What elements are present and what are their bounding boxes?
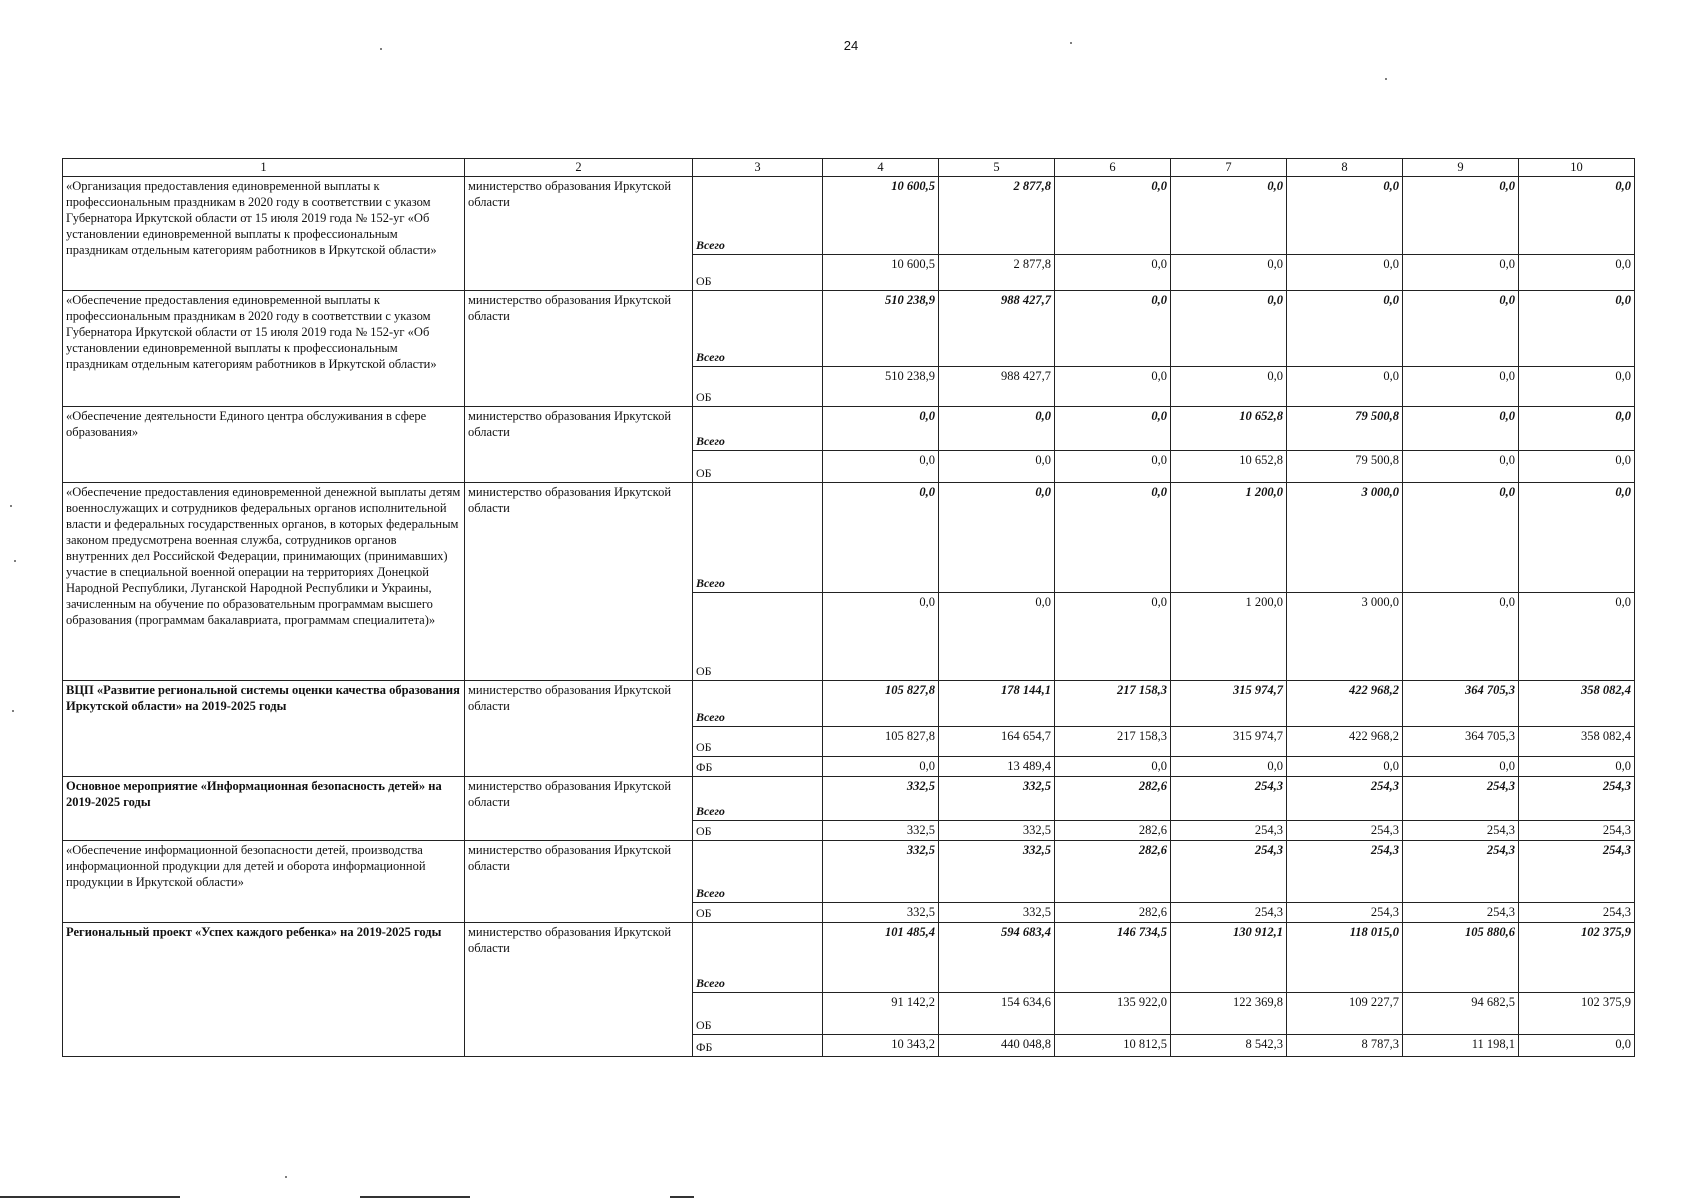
amount-cell: 154 634,6 (939, 993, 1055, 1035)
amount-cell: 315 974,7 (1171, 727, 1287, 757)
amount-cell: 0,0 (1519, 451, 1635, 483)
amount-cell: 332,5 (823, 841, 939, 903)
funding-source: Всего (693, 407, 823, 451)
amount-cell: 0,0 (1519, 367, 1635, 407)
executor-cell: министерство образования Иркутской области (465, 681, 693, 777)
amount-cell: 254,3 (1171, 903, 1287, 923)
scan-speck (14, 560, 16, 562)
amount-cell: 254,3 (1519, 777, 1635, 821)
amount-cell: 254,3 (1403, 903, 1519, 923)
amount-cell: 102 375,9 (1519, 993, 1635, 1035)
table-row (63, 291, 1635, 367)
amount-cell: 10 812,5 (1055, 1035, 1171, 1057)
amount-cell: 217 158,3 (1055, 681, 1171, 727)
amount-cell: 0,0 (1287, 757, 1403, 777)
amount-cell: 10 600,5 (823, 255, 939, 291)
amount-cell: 13 489,4 (939, 757, 1055, 777)
activity-title: «Обеспечение информационной безопасности детей, производства информационной продукции для детей и оборота информационной продукции в Иркутской области» (63, 841, 465, 923)
amount-cell: 8 542,3 (1171, 1035, 1287, 1057)
activity-title: «Обеспечение деятельности Единого центра обслуживания в сфере образования» (63, 407, 465, 483)
amount-cell: 510 238,9 (823, 367, 939, 407)
funding-source: Всего (693, 483, 823, 593)
table-row (63, 177, 1635, 255)
amount-cell: 0,0 (939, 451, 1055, 483)
amount-cell: 0,0 (1171, 757, 1287, 777)
funding-source: ОБ (693, 727, 823, 757)
amount-cell: 0,0 (1055, 757, 1171, 777)
amount-cell: 0,0 (823, 593, 939, 681)
amount-cell: 364 705,3 (1403, 681, 1519, 727)
amount-cell: 0,0 (1519, 483, 1635, 593)
amount-cell: 10 652,8 (1171, 407, 1287, 451)
amount-cell: 0,0 (939, 407, 1055, 451)
amount-cell: 91 142,2 (823, 993, 939, 1035)
amount-cell: 315 974,7 (1171, 681, 1287, 727)
scan-edge-line (360, 1196, 470, 1198)
column-header: 1 (63, 159, 465, 177)
activity-title: «Обеспечение предоставления единовременной выплаты к профессиональным праздникам в 2020 году в соответствии с указом Губернатора Иркутской области от 15 июля 2019 года № 152-уг «Об установлении единовременной выплаты к профессиональным праздникам отдельным категориям работников в Иркутской области» (63, 291, 465, 407)
amount-cell: 0,0 (1287, 255, 1403, 291)
amount-cell: 0,0 (1519, 255, 1635, 291)
table-body (63, 177, 1635, 1057)
amount-cell: 282,6 (1055, 821, 1171, 841)
funding-source: ОБ (693, 993, 823, 1035)
column-header: 6 (1055, 159, 1171, 177)
funding-source: Всего (693, 681, 823, 727)
amount-cell: 164 654,7 (939, 727, 1055, 757)
column-header: 5 (939, 159, 1055, 177)
amount-cell: 0,0 (1403, 483, 1519, 593)
amount-cell: 2 877,8 (939, 255, 1055, 291)
amount-cell: 101 485,4 (823, 923, 939, 993)
amount-cell: 254,3 (1287, 841, 1403, 903)
amount-cell: 358 082,4 (1519, 727, 1635, 757)
amount-cell: 118 015,0 (1287, 923, 1403, 993)
amount-cell: 0,0 (1403, 757, 1519, 777)
amount-cell: 2 877,8 (939, 177, 1055, 255)
amount-cell: 254,3 (1403, 841, 1519, 903)
amount-cell: 105 827,8 (823, 681, 939, 727)
activity-title: ВЦП «Развитие региональной системы оценки качества образования Иркутской области» на 2019-2025 годы (63, 681, 465, 777)
activity-title: «Обеспечение предоставления единовременной денежной выплаты детям военнослужащих и сотрудников федеральных органов исполнительной власти и федеральных государственных органов, в которых федеральным законом предусмотрена военная служба, сотрудников органов внутренних дел Российской Федерации, принимающих (принимавших) участие в специальной военной операции на территориях Донецкой Народной Республики, Луганской Народной Республики и Украины, зачисленным на обучение по образовательным программам высшего образования (программам бакалавриата, программам специалитета)» (63, 483, 465, 681)
amount-cell: 332,5 (939, 841, 1055, 903)
amount-cell: 135 922,0 (1055, 993, 1171, 1035)
executor-cell: министерство образования Иркутской области (465, 291, 693, 407)
table-row (63, 923, 1635, 993)
funding-source: ОБ (693, 367, 823, 407)
activity-title: «Организация предоставления единовременной выплаты к профессиональным праздникам в 2020 году в соответствии с указом Губернатора Иркутской области от 15 июля 2019 года № 152-уг «Об установлении единовременной выплаты к профессиональным праздникам отдельным категориям работников в Иркутской области» (63, 177, 465, 291)
executor-cell: министерство образования Иркутской области (465, 177, 693, 291)
amount-cell: 332,5 (939, 777, 1055, 821)
amount-cell: 254,3 (1519, 841, 1635, 903)
amount-cell: 364 705,3 (1403, 727, 1519, 757)
amount-cell: 11 198,1 (1403, 1035, 1519, 1057)
funding-source: ОБ (693, 593, 823, 681)
amount-cell: 0,0 (1055, 451, 1171, 483)
budget-table (62, 158, 1635, 1057)
amount-cell: 0,0 (1287, 177, 1403, 255)
amount-cell: 594 683,4 (939, 923, 1055, 993)
amount-cell: 0,0 (1403, 291, 1519, 367)
amount-cell: 217 158,3 (1055, 727, 1171, 757)
amount-cell: 1 200,0 (1171, 483, 1287, 593)
amount-cell: 254,3 (1287, 777, 1403, 821)
amount-cell: 282,6 (1055, 903, 1171, 923)
table-row (63, 841, 1635, 903)
page-number: 24 (843, 38, 859, 53)
amount-cell: 254,3 (1287, 903, 1403, 923)
amount-cell: 332,5 (823, 821, 939, 841)
funding-source: Всего (693, 923, 823, 993)
amount-cell: 146 734,5 (1055, 923, 1171, 993)
table-row (63, 681, 1635, 727)
amount-cell: 178 144,1 (939, 681, 1055, 727)
funding-source: ОБ (693, 255, 823, 291)
executor-cell: министерство образования Иркутской области (465, 407, 693, 483)
activity-title: Основное мероприятие «Информационная безопасность детей» на 2019-2025 годы (63, 777, 465, 841)
amount-cell: 0,0 (1055, 255, 1171, 291)
amount-cell: 0,0 (1519, 1035, 1635, 1057)
scan-edge-line (670, 1196, 694, 1198)
amount-cell: 422 968,2 (1287, 681, 1403, 727)
amount-cell: 988 427,7 (939, 367, 1055, 407)
column-header: 10 (1519, 159, 1635, 177)
executor-cell: министерство образования Иркутской области (465, 777, 693, 841)
amount-cell: 0,0 (1403, 367, 1519, 407)
amount-cell: 79 500,8 (1287, 407, 1403, 451)
executor-cell: министерство образования Иркутской области (465, 841, 693, 923)
amount-cell: 3 000,0 (1287, 483, 1403, 593)
amount-cell: 10 343,2 (823, 1035, 939, 1057)
amount-cell: 0,0 (1519, 757, 1635, 777)
amount-cell: 0,0 (1055, 483, 1171, 593)
column-header: 7 (1171, 159, 1287, 177)
amount-cell: 0,0 (1403, 407, 1519, 451)
amount-cell: 332,5 (939, 903, 1055, 923)
amount-cell: 0,0 (823, 757, 939, 777)
header-row (63, 159, 1635, 177)
amount-cell: 0,0 (1171, 367, 1287, 407)
amount-cell: 0,0 (1171, 255, 1287, 291)
amount-cell: 988 427,7 (939, 291, 1055, 367)
amount-cell: 122 369,8 (1171, 993, 1287, 1035)
amount-cell: 1 200,0 (1171, 593, 1287, 681)
scan-speck (12, 710, 14, 712)
amount-cell: 3 000,0 (1287, 593, 1403, 681)
amount-cell: 0,0 (939, 593, 1055, 681)
amount-cell: 0,0 (1287, 367, 1403, 407)
amount-cell: 10 600,5 (823, 177, 939, 255)
amount-cell: 254,3 (1519, 903, 1635, 923)
amount-cell: 0,0 (1403, 593, 1519, 681)
amount-cell: 130 912,1 (1171, 923, 1287, 993)
scan-speck (1385, 78, 1387, 80)
column-header: 2 (465, 159, 693, 177)
amount-cell: 105 827,8 (823, 727, 939, 757)
funding-source: ФБ (693, 1035, 823, 1057)
amount-cell: 0,0 (1171, 177, 1287, 255)
amount-cell: 0,0 (1403, 451, 1519, 483)
funding-source: ОБ (693, 821, 823, 841)
amount-cell: 0,0 (1287, 291, 1403, 367)
amount-cell: 0,0 (1403, 177, 1519, 255)
amount-cell: 0,0 (1519, 177, 1635, 255)
amount-cell: 109 227,7 (1287, 993, 1403, 1035)
scan-speck (380, 48, 382, 50)
column-header: 3 (693, 159, 823, 177)
amount-cell: 0,0 (823, 451, 939, 483)
amount-cell: 254,3 (1403, 777, 1519, 821)
funding-source: ФБ (693, 757, 823, 777)
funding-source: Всего (693, 777, 823, 821)
amount-cell: 0,0 (1055, 177, 1171, 255)
table-row (63, 777, 1635, 821)
amount-cell: 332,5 (823, 777, 939, 821)
column-header: 9 (1403, 159, 1519, 177)
amount-cell: 0,0 (1403, 255, 1519, 291)
amount-cell: 510 238,9 (823, 291, 939, 367)
amount-cell: 0,0 (823, 483, 939, 593)
column-header: 4 (823, 159, 939, 177)
amount-cell: 102 375,9 (1519, 923, 1635, 993)
amount-cell: 0,0 (1055, 367, 1171, 407)
amount-cell: 10 652,8 (1171, 451, 1287, 483)
amount-cell: 79 500,8 (1287, 451, 1403, 483)
amount-cell: 8 787,3 (1287, 1035, 1403, 1057)
table-row (63, 483, 1635, 593)
amount-cell: 282,6 (1055, 841, 1171, 903)
amount-cell: 332,5 (939, 821, 1055, 841)
amount-cell: 0,0 (939, 483, 1055, 593)
amount-cell: 0,0 (1055, 593, 1171, 681)
funding-source: Всего (693, 841, 823, 903)
amount-cell: 105 880,6 (1403, 923, 1519, 993)
amount-cell: 0,0 (823, 407, 939, 451)
funding-source: Всего (693, 177, 823, 255)
scan-speck (285, 1176, 287, 1178)
amount-cell: 422 968,2 (1287, 727, 1403, 757)
funding-source: Всего (693, 291, 823, 367)
amount-cell: 254,3 (1287, 821, 1403, 841)
executor-cell: министерство образования Иркутской области (465, 923, 693, 1057)
amount-cell: 254,3 (1403, 821, 1519, 841)
column-header: 8 (1287, 159, 1403, 177)
executor-cell: министерство образования Иркутской области (465, 483, 693, 681)
amount-cell: 332,5 (823, 903, 939, 923)
amount-cell: 0,0 (1519, 407, 1635, 451)
scan-edge-line (0, 1196, 180, 1198)
scan-speck (1070, 42, 1072, 44)
amount-cell: 0,0 (1055, 407, 1171, 451)
funding-source: ОБ (693, 451, 823, 483)
amount-cell: 440 048,8 (939, 1035, 1055, 1057)
scan-speck (10, 505, 12, 507)
amount-cell: 282,6 (1055, 777, 1171, 821)
amount-cell: 254,3 (1171, 777, 1287, 821)
amount-cell: 0,0 (1171, 291, 1287, 367)
amount-cell: 254,3 (1519, 821, 1635, 841)
amount-cell: 254,3 (1171, 841, 1287, 903)
table-row (63, 407, 1635, 451)
amount-cell: 254,3 (1171, 821, 1287, 841)
amount-cell: 0,0 (1055, 291, 1171, 367)
amount-cell: 358 082,4 (1519, 681, 1635, 727)
amount-cell: 94 682,5 (1403, 993, 1519, 1035)
amount-cell: 0,0 (1519, 593, 1635, 681)
activity-title: Региональный проект «Успех каждого ребенка» на 2019-2025 годы (63, 923, 465, 1057)
amount-cell: 0,0 (1519, 291, 1635, 367)
funding-source: ОБ (693, 903, 823, 923)
